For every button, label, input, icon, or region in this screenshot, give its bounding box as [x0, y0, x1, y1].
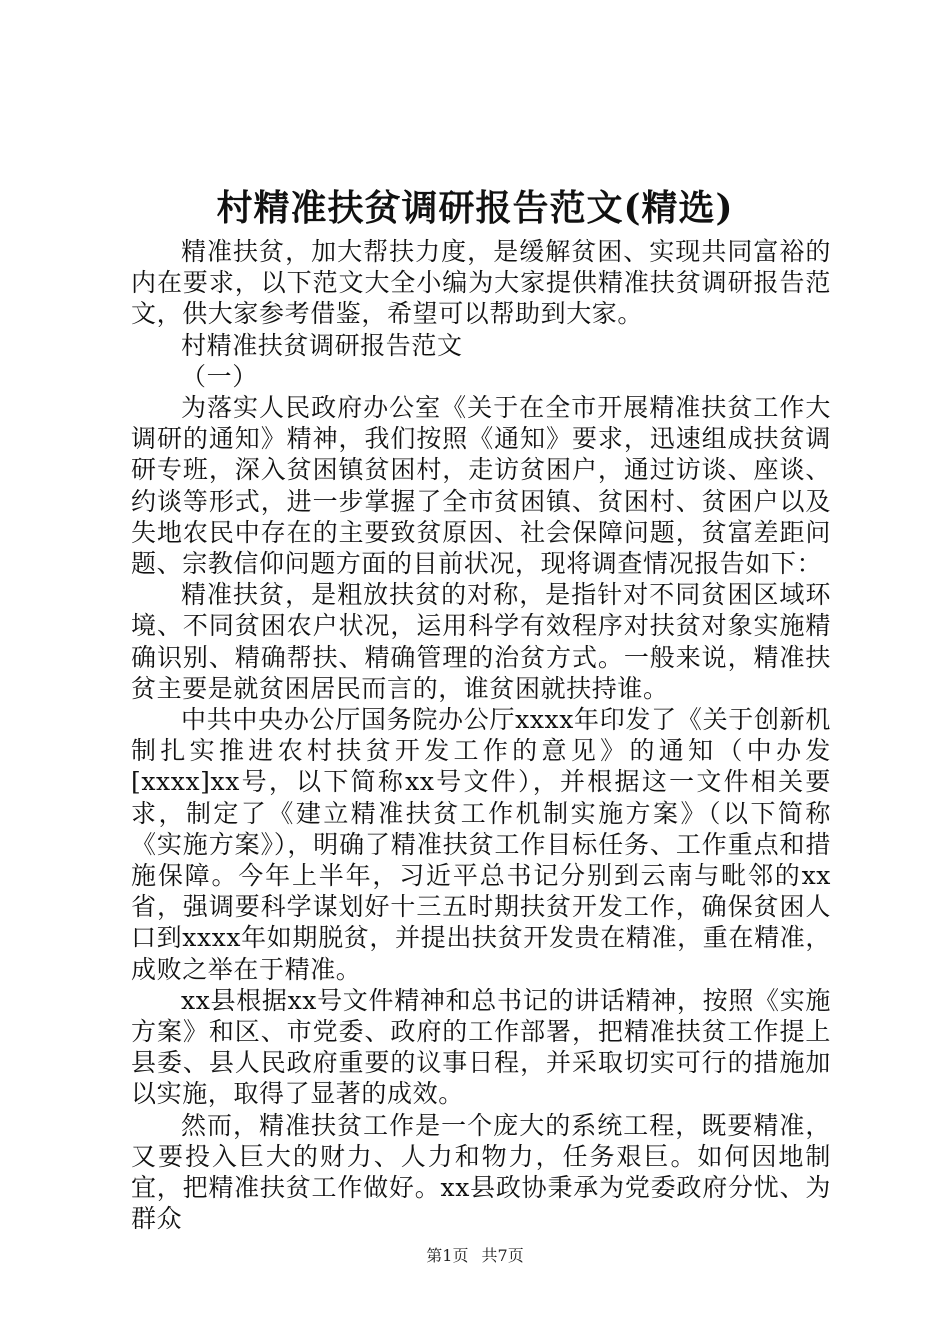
- paragraph-2: 精准扶贫，是粗放扶贫的对称，是指针对不同贫困区域环境、不同贫困农户状况，运用科学有效程序对扶贫对象实施精确识别、精确帮扶、精确管理的治贫方式。一般来说，精准扶贫主要是就贫困居民而言的，谁贫困就扶持谁。: [131, 580, 831, 703]
- paragraph-3: 中共中央办公厅国务院办公厅xxxx年印发了《关于创新机制扎实推进农村扶贫开发工作的意见》的通知（中办发[xxxx]xx号，以下简称xx号文件），并根据这一文件相关要求，制定了《建立精准扶贫工作机制实施方案》（以下简称《实施方案》），明确了精准扶贫工作目标任务、工作重点和措施保障。今年上半年，习近平总书记分别到云南与毗邻的xx省，强调要科学谋划好十三五时期扶贫开发工作，确保贫困人口到xxxx年如期脱贫，并提出扶贫开发贵在精准，重在精准，成败之举在于精准。: [131, 705, 831, 984]
- page-total: 共7页: [481, 1246, 524, 1265]
- paragraph-4: xx县根据xx号文件精神和总书记的讲话精神，按照《实施方案》和区、市党委、政府的工作部署，把精准扶贫工作提上县委、县人民政府重要的议事日程，并采取切实可行的措施加以实施，取得了显著的成效。: [131, 985, 831, 1109]
- paragraph-subtitle: 村精准扶贫调研报告范文: [181, 330, 463, 360]
- paragraph-1: 为落实人民政府办公室《关于在全市开展精准扶贫工作大调研的通知》精神，我们按照《通知》要求，迅速组成扶贫调研专班，深入贫困镇贫困村，走访贫困户，通过访谈、座谈、约谈等形式，进一步掌握了全市贫困镇、贫困村、贫困户以及失地农民中存在的主要致贫原因、社会保障问题，贫富差距问题、宗教信仰问题方面的目前状况，现将调查情况报告如下：: [131, 393, 831, 579]
- document-title: 村精准扶贫调研报告范文(精选): [216, 187, 734, 229]
- page-number: 第1页: [426, 1246, 469, 1265]
- paragraph-section-number: （一）: [181, 361, 258, 391]
- paragraph-5: 然而，精准扶贫工作是一个庞大的系统工程，既要精准，又要投入巨大的财力、人力和物力，任务艰巨。如何因地制宜，把精准扶贫工作做好。xx县政协秉承为党委政府分忧、为群众: [131, 1110, 831, 1234]
- document-body: [131, 236, 831, 1235]
- page-footer: [0, 1244, 950, 1268]
- paragraph-intro: 精准扶贫，加大帮扶力度，是缓解贫困、实现共同富裕的内在要求，以下范文大全小编为大家提供精准扶贫调研报告范文，供大家参考借鉴，希望可以帮助到大家。: [131, 237, 831, 329]
